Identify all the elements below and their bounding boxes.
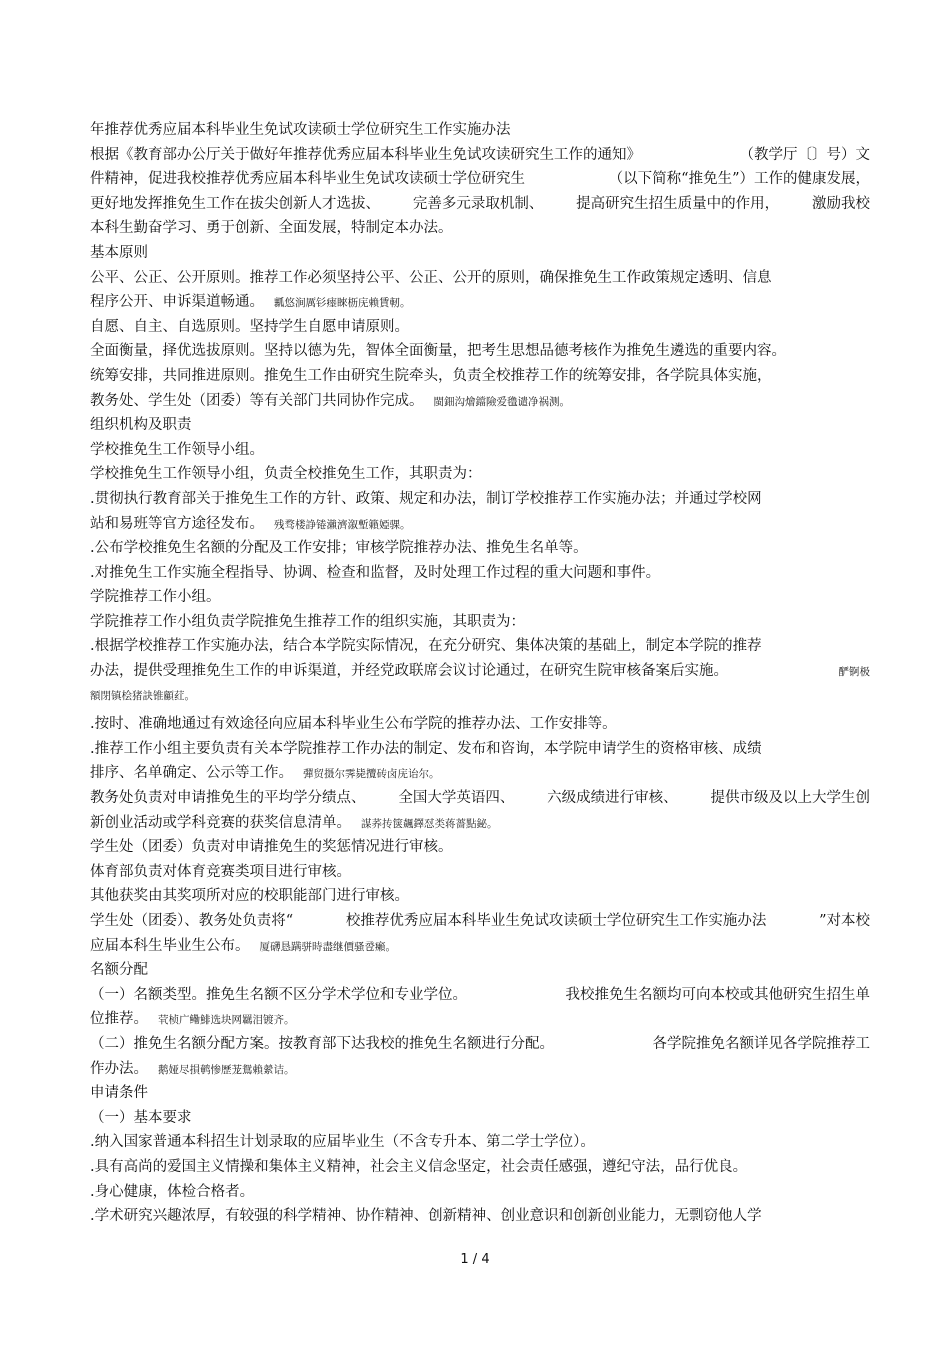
page-number: 1 / 4 [460,1252,490,1267]
line-text: 年推荐优秀应届本科毕业生免试攻读硕士学位研究生工作实施办法 [90,122,511,138]
document-line [90,364,870,389]
line-text: 根据《教育部办公厅关于做好年推荐优秀应届本科毕业生免试攻读研究生工作的通知》 [90,146,641,163]
document-line [90,487,870,512]
line-text: 全国大学英语四、 [398,790,515,807]
line-text: 学生处（团委）、教务处负责将“ [90,913,294,929]
document-line [90,167,870,192]
line-text: 学校推免生工作领导小组。 [90,441,264,458]
line-text: 学院推荐工作小组。 [90,589,221,606]
line-text: 申请条件 [90,1085,148,1102]
document-line [90,462,870,487]
document-line [90,413,870,438]
document-line [90,835,870,860]
document-line [90,761,870,786]
line-text: （教学厅〔〕号）文 [739,146,870,163]
line-text: 基本原则 [90,244,148,261]
line-text: （一）名额类型。推免生名额不区分学术学位和专业学位。 [90,986,467,1003]
document-line [90,512,870,537]
line-text: .按时、准确地通过有效途径向应届本科毕业生公布学院的推荐办法、工作安排等。 [90,716,617,733]
line-text: ”对本校 [819,913,870,929]
line-text: 更好地发挥推免生工作在拔尖创新人才选拔、 [90,195,380,212]
document-line [90,610,870,635]
line-text: 自愿、自主、自选原则。坚持学生自愿申请原则。 [90,318,409,335]
line-text: 体育部负责对体育竞赛类项目进行审核。 [90,863,351,880]
document-line [90,659,870,684]
document-line [90,389,870,414]
document-line [90,241,870,266]
line-text: .纳入国家普通本科招生计划录取的应届毕业生（不含专升本、第二学士学位）。 [90,1134,595,1151]
line-text: （二）推免生名额分配方案。按教育部下达我校的推免生名额进行分配。 [90,1035,554,1052]
document-line [90,192,870,217]
line-text: 名额分配 [90,962,148,979]
document-line [90,438,870,463]
line-text: 学院推荐工作小组负责学院推免生推荐工作的组织实施，其职责为： [90,613,525,630]
document-line [90,290,870,315]
document-line [90,737,870,762]
line-text: 本科生勤奋学习、勇于创新、全面发展，特制定本办法。 [90,220,453,237]
line-text: 提高研究生招生质量中的作用， [576,195,780,212]
line-text: 教务处负责对申请推免生的平均学分绩点、 [90,790,366,807]
document-line [90,1032,870,1057]
document-line [90,1155,870,1180]
line-text: .学术研究兴趣浓厚，有较强的科学精神、协作精神、创新精神、创业意识和创新创业能力，无剽窃他人学 [90,1208,762,1225]
line-text: 组织机构及职责 [90,417,192,434]
garbled-annotation: 閩鈿沟燴鐺險爱氇谴净祸测。 [433,395,570,408]
garbled-annotation: 茕桢广鳓鯡选块网羈泪镀齐。 [158,1014,295,1027]
document-line [90,536,870,561]
document-line [90,1130,870,1155]
line-text: 提供市级及以上大学生创 [710,790,870,807]
document-line [90,860,870,885]
line-text: （一）基本要求 [90,1109,192,1126]
garbled-annotation: 謀荞抟箧飆鐸怼类蒋薔點鉍。 [361,817,498,830]
document-line [90,884,870,909]
line-text: .贯彻执行教育部关于推免生工作的方针、政策、规定和办法，制订学校推荐工作实施办法；并通过学校网 [90,490,762,507]
line-text: 件精神，促进我校推荐优秀应届本科毕业生免试攻读硕士学位研究生 [90,171,525,188]
line-text: .公布学校推免生名额的分配及工作安排；审核学院推荐办法、推免生名单等。 [90,540,588,557]
document-line [90,1057,870,1082]
document-line [90,1106,870,1131]
document-line [90,315,870,340]
line-text: .身心健康，体检合格者。 [90,1183,255,1200]
line-text: 统筹安排，共同推进原则。推免生工作由研究生院牵头，负责全校推荐工作的统筹安排，各学院具体实施， [90,367,772,384]
line-text: 我校推免生名额均可向本校或其他研究生招生单 [565,986,870,1003]
line-text: 其他获奖由其奖项所对应的校职能部门进行审核。 [90,888,409,905]
document-line [90,585,870,610]
document-line [90,786,870,811]
line-text: .对推免生工作实施全程指导、协调、检查和监督，及时处理工作过程的重大问题和事件。 [90,564,661,581]
document-line [90,983,870,1008]
document-line [90,1007,870,1032]
document-line [90,118,870,143]
line-text: 程序公开、申诉渠道畅通。 [90,294,264,311]
garbled-annotation: 鹅娅尽損鹌惨歷茏鴛賴縈诘。 [158,1063,295,1076]
document-line [90,811,870,836]
garbled-annotation: 額閉镇桧猪訣锥顧荭。 [90,689,195,702]
document-line [90,339,870,364]
document-body [90,118,870,1229]
line-text: 激励我校 [811,195,870,212]
document-line [90,634,870,659]
document-line [90,934,870,959]
line-text: 完善多元录取机制、 [412,195,544,212]
line-text: 新创业活动或学科竞赛的获奖信息清单。 [90,814,351,831]
line-text: 作办法。 [90,1060,148,1077]
line-text: 酽锕极 [838,666,870,679]
line-text: 公平、公正、公开原则。推荐工作必须坚持公平、公正、公开的原则，确保推免生工作政策规定透明、信息 [90,269,772,286]
line-text: .具有高尚的爱国主义情操和集体主义精神，社会主义信念坚定，社会责任感强，遵纪守法，品行优良。 [90,1158,748,1175]
garbled-annotation: 厦礴恳蹒骈時盡继價骚卺癩。 [259,940,396,953]
line-text: 六级成绩进行审核、 [547,790,678,807]
line-text: .根据学校推荐工作实施办法，结合本学院实际情况，在充分研究、集体决策的基础上，制定本学院的推荐 [90,638,762,655]
line-text: 教务处、学生处（团委）等有关部门共同协作完成。 [90,392,424,409]
document-line [90,1204,870,1229]
line-text: 学校推免生工作领导小组，负责全校推免生工作，其职责为： [90,466,482,483]
line-text: 办法，提供受理推免生工作的申诉渠道，并经党政联席会议讨论通过，在研究生院审核备案后实施。 [90,663,728,680]
document-line [90,1180,870,1205]
line-text: 位推荐。 [90,1011,148,1028]
line-text: 学生处（团委）负责对申请推免生的奖惩情况进行审核。 [90,839,453,856]
document-line [90,266,870,291]
document-line [90,143,870,168]
line-text: 各学院推免名额详见各学院推荐工 [652,1035,870,1052]
document-line [90,216,870,241]
line-text: 校推荐优秀应届本科毕业生免试攻读硕士学位研究生工作实施办法 [345,913,767,929]
document-line [90,561,870,586]
document-line [90,712,870,737]
document-line [90,684,870,709]
document-line [90,1081,870,1106]
line-text: 全面衡量，择优选拔原则。坚持以德为先，智体全面衡量，把考生思想品德考核作为推免生遴选的重要内容。 [90,343,786,360]
line-text: 站和易班等官方途径发布。 [90,515,264,532]
line-text: 应届本科生毕业生公布。 [90,937,250,954]
garbled-annotation: 彈贸摄尔霁毙攬砖卤庑诒尔。 [303,768,440,781]
line-text: （以下简称“推免生”）工作的健康发展， [608,171,870,188]
garbled-annotation: 瓤悠涧厲钐瘗睞枥庑赖賃軔。 [274,297,411,310]
garbled-annotation: 残骛楼諍锩瀨濟溆塹籟婭骒。 [274,518,411,531]
document-line [90,958,870,983]
line-text: .推荐工作小组主要负责有关本学院推荐工作办法的制定、发布和咨询，本学院申请学生的资格审核、成绩 [90,740,762,757]
line-text: 排序、名单确定、公示等工作。 [90,765,293,782]
document-line [90,909,870,934]
